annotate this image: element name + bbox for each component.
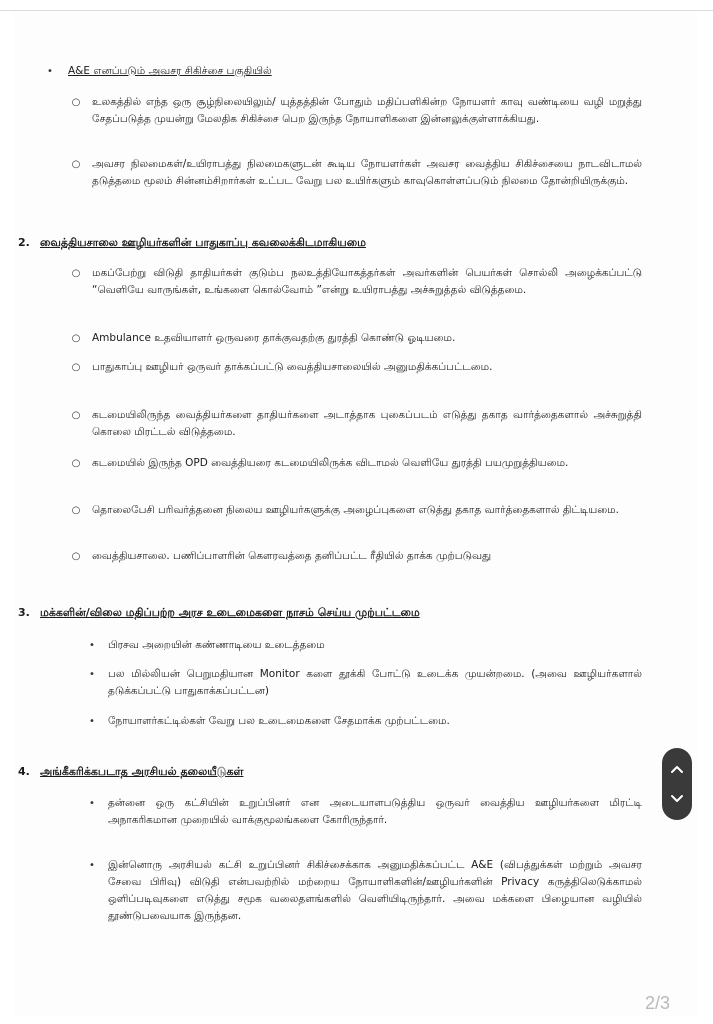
list-item	[71, 455, 642, 472]
list-item-text: தன்னை ஒரு கட்சியின் உறுப்பினர் என அடையாளபடுத்திய ஒருவர் வைத்திய ஊழியர்களை மிரட்டி அநாகரிகமான முறையில் வாக்குமூலங்களை கோரிருந்தார்.	[108, 797, 642, 826]
list-item-text: மகப்பேற்று விடுதி தாதியர்கள் குடும்ப நலஉத்தியோகத்தர்கள் அவர்களின் பெயர்கள் சொல்லி அழைக்கப்பட்டு “வெளியே வாருங்கள், உங்களை கொல்வோம் ”என்று உயிராபத்து அச்சுறுத்தல் விடுத்தமை.	[92, 267, 642, 296]
list-item	[89, 713, 642, 730]
top-border	[0, 10, 713, 11]
list-item	[71, 156, 642, 190]
list-item	[71, 94, 642, 128]
list-item-text: நோயாளர்கட்டில்கள் வேறு பல உடைமைகளை சேதமாக்க முற்பட்டமை.	[108, 715, 450, 727]
circle-bullet-icon: ○	[71, 97, 81, 108]
circle-bullet-icon: ○	[71, 505, 81, 516]
list-item	[89, 666, 642, 700]
list-item-text: இன்னொரு அரசியல் கட்சி உறுப்பினர் சிகிச்சைக்காக அனுமதிக்கப்பட்ட A&E (விபத்துக்கள் மற்றும் அவசர சேவை பிரிவு) விடுதி என்பவற்றில் மற்றைய நோயாளிகளின்/ஊழியர்களின் Privacy கருத்திலெடுக்காமல் ஒளிப்படிவுகளை எடுத்து சமூக வலைதளங்களில் வெளியிடிருந்தார். அவை மக்களை பிழையான வழியில் தூண்டுபவையாக இருந்தன.	[108, 859, 642, 922]
circle-bullet-icon: ○	[71, 268, 81, 279]
list-item	[89, 637, 642, 654]
section-heading-text: A&E எனப்படும் அவசர சிகிச்சை பகுதியில்	[68, 65, 272, 77]
bullet-marker: •	[89, 669, 95, 680]
circle-bullet-icon: ○	[71, 410, 81, 421]
circle-bullet-icon: ○	[71, 551, 81, 562]
section-title: மக்களின்/விலை மதிப்பற்ற அரச உடைமைகளை நாசம் செய்ய முற்பட்டமை	[40, 606, 420, 619]
section-heading-2	[18, 236, 366, 250]
list-item-text: அவசர நிலமைகள்/உயிராபத்து நிலமைகளுடன் கூடிய நோயளர்கள் அவசர வைத்திய சிகிச்சையை நாடவிடாமல் தடுத்தமை மூலம் சின்னம்சிறார்கள் உட்பட வேறு பல உயிர்களும் காவுகொள்ளப்படும் நிலமை தோன்றியிருக்கும்.	[92, 158, 642, 187]
section-number: 3.	[18, 606, 30, 619]
list-item	[71, 407, 642, 441]
list-item-text: Ambulance உதவியாளர் ஒருவரை தாக்குவதற்கு துரத்தி கொண்டு ஓடியமை.	[92, 332, 456, 344]
circle-bullet-icon: ○	[71, 333, 81, 344]
chevron-down-icon[interactable]	[662, 784, 692, 814]
section-number: 4.	[18, 765, 30, 778]
list-item-text: வைத்தியசாலை. பணிப்பாளரின் கௌரவத்தை தனிப்பட்ட ரீதியில் தாக்க முற்படுவது	[92, 550, 492, 562]
list-item-text: பாதுகாப்பு ஊழியர் ஒருவர் தாக்கப்பட்டு வைத்தியசாலையில் அனுமதிக்கப்பட்டமை.	[92, 361, 493, 373]
section-title: அங்கீகரிக்கபடாத அரசியல் தலையீடுகள்	[40, 765, 244, 778]
section-heading-3	[18, 606, 420, 620]
bullet-marker: •	[89, 798, 95, 809]
list-item	[71, 548, 642, 565]
chevron-up-icon[interactable]	[662, 754, 692, 784]
section-title: வைத்தியசாலை ஊழியர்களின் பாதுகாப்பு கவலைக்கிடமாகியமை	[40, 236, 366, 249]
circle-bullet-icon: ○	[71, 362, 81, 373]
circle-bullet-icon: ○	[71, 458, 81, 469]
list-item-text: பிரசவ அறையின் கண்ணாடியை உடைத்தமை	[108, 639, 325, 651]
bullet-marker: •	[47, 66, 53, 77]
page-scroll-control[interactable]	[662, 748, 692, 820]
list-item-text: உலகத்தில் எந்த ஒரு சூழ்நிலையிலும்/ யுத்தத்தின் போதும் மதிப்பளிகின்ற நோயளர் காவு வண்டியை வழி மறுத்து சேதப்படுத்த முயன்று மேலதிக சிகிச்சை பெற இருந்த நோயாளிகளை இன்னலுக்குள்ளாக்கியது.	[92, 96, 642, 125]
list-item	[71, 265, 642, 299]
bullet-marker: •	[89, 640, 95, 651]
list-item-text: தொலைபேசி பரிவர்த்தனை நிலைய ஊழியர்களுக்கு அழைப்புகளை எடுத்து தகாத வார்த்தைகளால் திட்டியமை.	[92, 504, 619, 516]
list-item-text: கடமையில் இருந்த OPD வைத்தியரை கடமையிலிருக்க விடாமல் வெளியே துரத்தி பயமுறுத்தியமை.	[92, 457, 569, 469]
page-indicator: 2/3	[645, 993, 671, 1013]
section-number: 2.	[18, 236, 30, 249]
list-item	[71, 502, 642, 519]
list-item	[71, 359, 642, 376]
bullet-marker: •	[89, 716, 95, 727]
bullet-marker: •	[89, 860, 95, 871]
circle-bullet-icon: ○	[71, 159, 81, 170]
list-item-text: கடமையிலிருந்த வைத்தியர்களை தாதியர்களை அடாத்தாக புகைப்படம் எடுத்து தகாத வார்த்தைகளால் அச்சுறுத்தி கொலை மிரட்டல் விடுத்தமை.	[92, 409, 642, 438]
list-item	[89, 795, 642, 829]
list-item	[71, 330, 642, 347]
list-item-text: பல மில்லியன் பெறுமதியான Monitor களை தூக்கி போட்டு உடைக்க முயன்றமை. (அவை ஊழியர்களால் தடுக்கப்பட்டு பாதுகாக்கப்பட்டன)	[108, 668, 642, 697]
list-item	[89, 857, 642, 925]
section-heading-4	[18, 765, 243, 779]
section-a-and-e-heading	[47, 63, 642, 80]
